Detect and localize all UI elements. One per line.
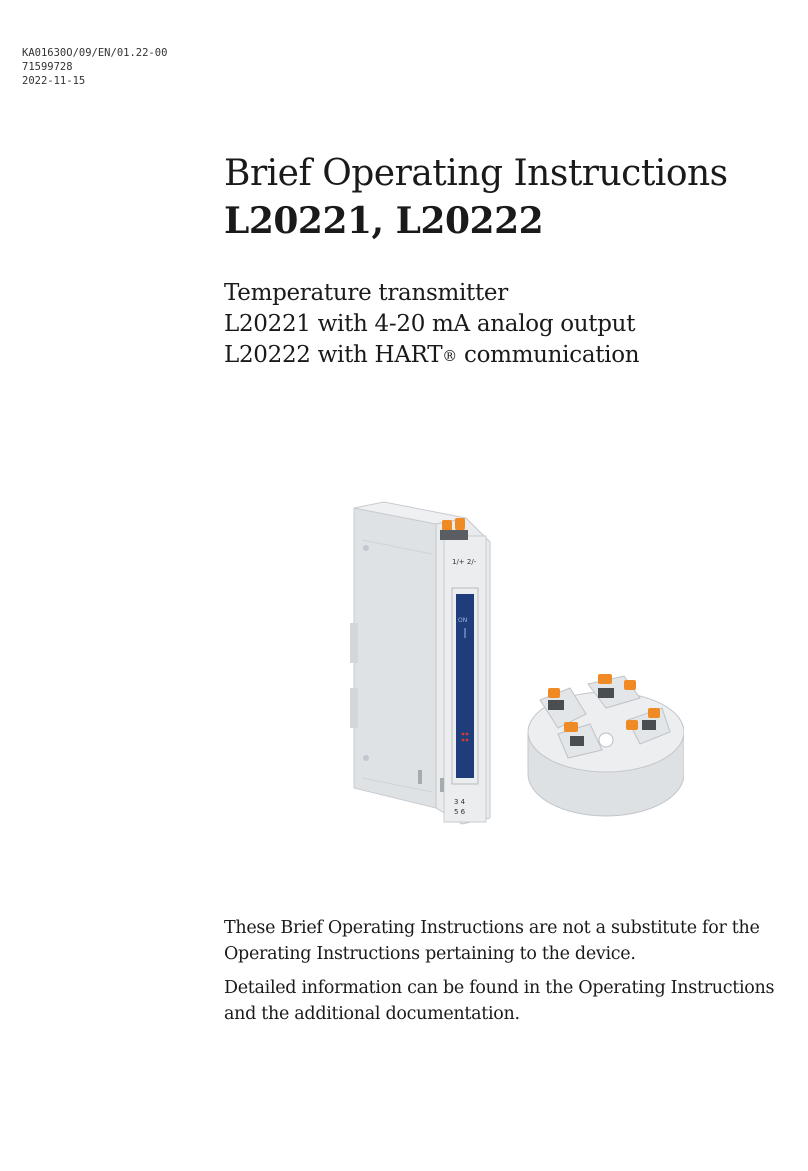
terminal-label-top: 1/+ 2/-	[452, 558, 477, 566]
title-block	[224, 152, 794, 244]
product-description	[224, 278, 794, 371]
material-number: 71599728	[22, 61, 73, 73]
variant-hart-suffix: communication	[457, 342, 640, 368]
variant-hart-prefix: L20222 with HART	[224, 342, 443, 368]
product-photo	[344, 488, 684, 878]
din-rail-transmitter	[350, 502, 490, 824]
notice-text	[224, 915, 799, 1035]
model-numbers: L20221, L20222	[224, 200, 544, 242]
document-metadata	[22, 46, 167, 88]
terminal-clip	[455, 518, 465, 530]
product-type: Temperature transmitter	[224, 280, 508, 306]
terminal-label-bottom-1: 3 4	[454, 798, 466, 806]
document-title: Brief Operating Instructions	[224, 153, 728, 194]
notice-paragraph-2: Detailed information can be found in the Operating Instructions and the additional documentation.	[224, 978, 775, 1024]
document-date: 2022-11-15	[22, 75, 86, 87]
notice-paragraph-1: These Brief Operating Instructions are not a substitute for the Operating Instructions pertaining to the device.	[224, 918, 760, 964]
variant-analog: L20221 with 4-20 mA analog output	[224, 311, 636, 337]
front-panel-on-label: ON	[458, 617, 468, 624]
head-transmitter	[528, 674, 684, 816]
registered-mark: ®	[442, 347, 457, 365]
terminal-label-bottom-2: 5 6	[454, 808, 466, 816]
document-code: KA01630O/09/EN/01.22-00	[22, 47, 168, 59]
variant-hart	[224, 340, 794, 371]
